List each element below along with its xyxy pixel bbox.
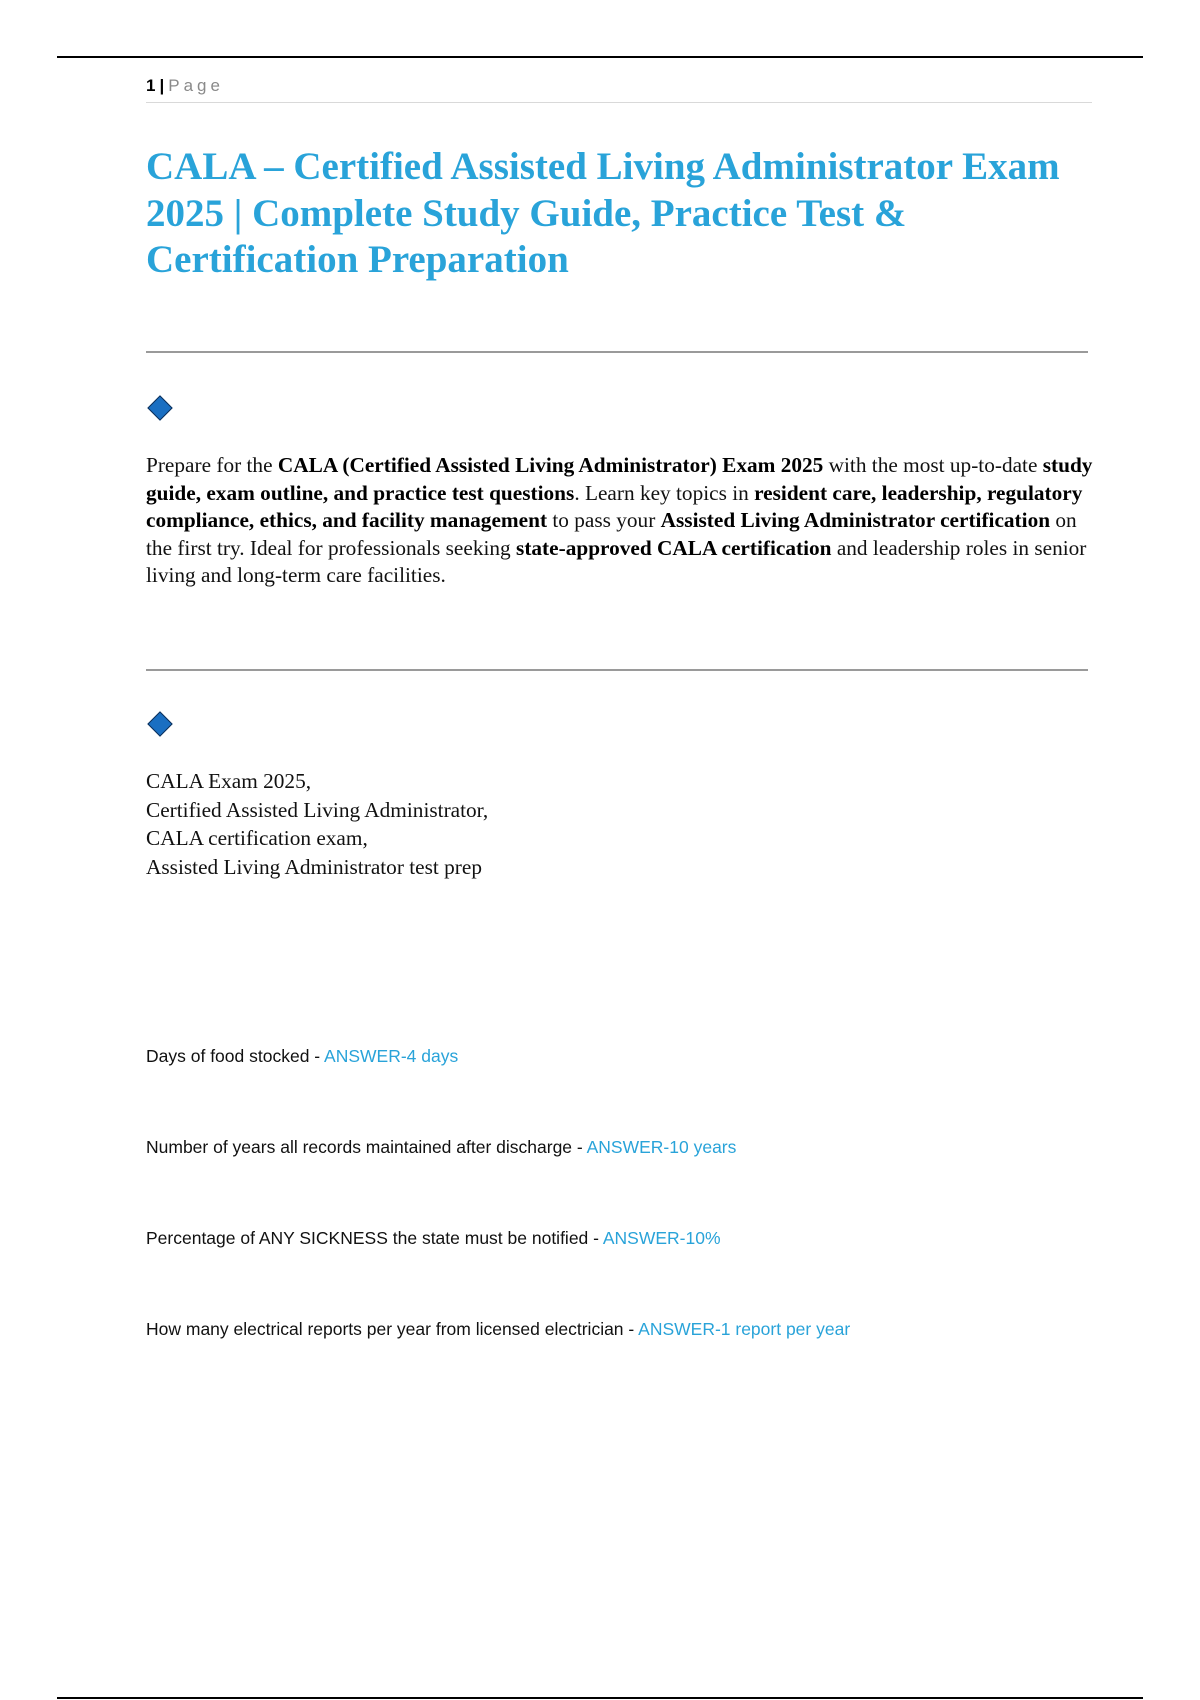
section-divider bbox=[146, 669, 1088, 671]
keyword-list bbox=[146, 767, 488, 881]
page-separator: | bbox=[159, 76, 165, 95]
bottom-border-rule bbox=[57, 1697, 1143, 1699]
intro-bold: Assisted Living Administrator certification bbox=[660, 508, 1051, 532]
qa-item bbox=[146, 1135, 736, 1159]
answer-text: ANSWER-1 report per year bbox=[638, 1319, 851, 1339]
keyword-item: Certified Assisted Living Administrator, bbox=[146, 797, 489, 822]
answer-text: ANSWER-4 days bbox=[324, 1046, 459, 1066]
keyword-item: Assisted Living Administrator test prep bbox=[146, 854, 482, 879]
intro-text: with the most up-to-date bbox=[823, 453, 1043, 477]
intro-text: to pass your bbox=[547, 508, 661, 532]
intro-text: Prepare for the bbox=[146, 453, 278, 477]
qa-item bbox=[146, 1226, 721, 1250]
diamond-bullet-icon bbox=[147, 395, 172, 420]
document-title: CALA – Certified Assisted Living Administrator Exam 2025 | Complete Study Guide, Practice Test & Certification Preparation bbox=[146, 145, 1060, 281]
page-word: Page bbox=[168, 76, 224, 95]
page-header bbox=[146, 74, 1092, 103]
intro-bold: study guide, exam outline, and practice test questions bbox=[146, 453, 1093, 505]
answer-text: ANSWER-10% bbox=[602, 1228, 721, 1248]
diamond-bullet-icon bbox=[147, 711, 172, 736]
answer-text: ANSWER-10 years bbox=[586, 1137, 737, 1157]
keyword-item: CALA Exam 2025, bbox=[146, 769, 312, 793]
question-text: How many electrical reports per year from licensed electrician - bbox=[146, 1319, 639, 1339]
intro-text: . Learn key topics in bbox=[574, 480, 755, 505]
question-text: Days of food stocked - bbox=[146, 1046, 325, 1066]
qa-item bbox=[146, 1044, 458, 1068]
keyword-item: CALA certification exam, bbox=[146, 826, 368, 850]
intro-text: on the first try. Ideal for professionals seeking bbox=[146, 508, 1077, 560]
question-text: Number of years all records maintained after discharge - bbox=[146, 1137, 587, 1157]
question-text: Percentage of ANY SICKNESS the state must be notified - bbox=[146, 1228, 603, 1248]
intro-bold: CALA (Certified Assisted Living Administrator) Exam 2025 bbox=[277, 453, 824, 477]
top-border-rule bbox=[57, 56, 1143, 58]
qa-item bbox=[146, 1317, 850, 1341]
intro-paragraph bbox=[146, 452, 1096, 590]
intro-bold: resident care, leadership, regulatory compliance, ethics, and facility management bbox=[146, 480, 1083, 532]
section-divider bbox=[146, 351, 1088, 353]
intro-text: and leadership roles in senior living and long-term care facilities. bbox=[146, 535, 1087, 587]
page-number: 1 bbox=[146, 76, 156, 95]
intro-bold: state-approved CALA certification bbox=[516, 535, 832, 560]
